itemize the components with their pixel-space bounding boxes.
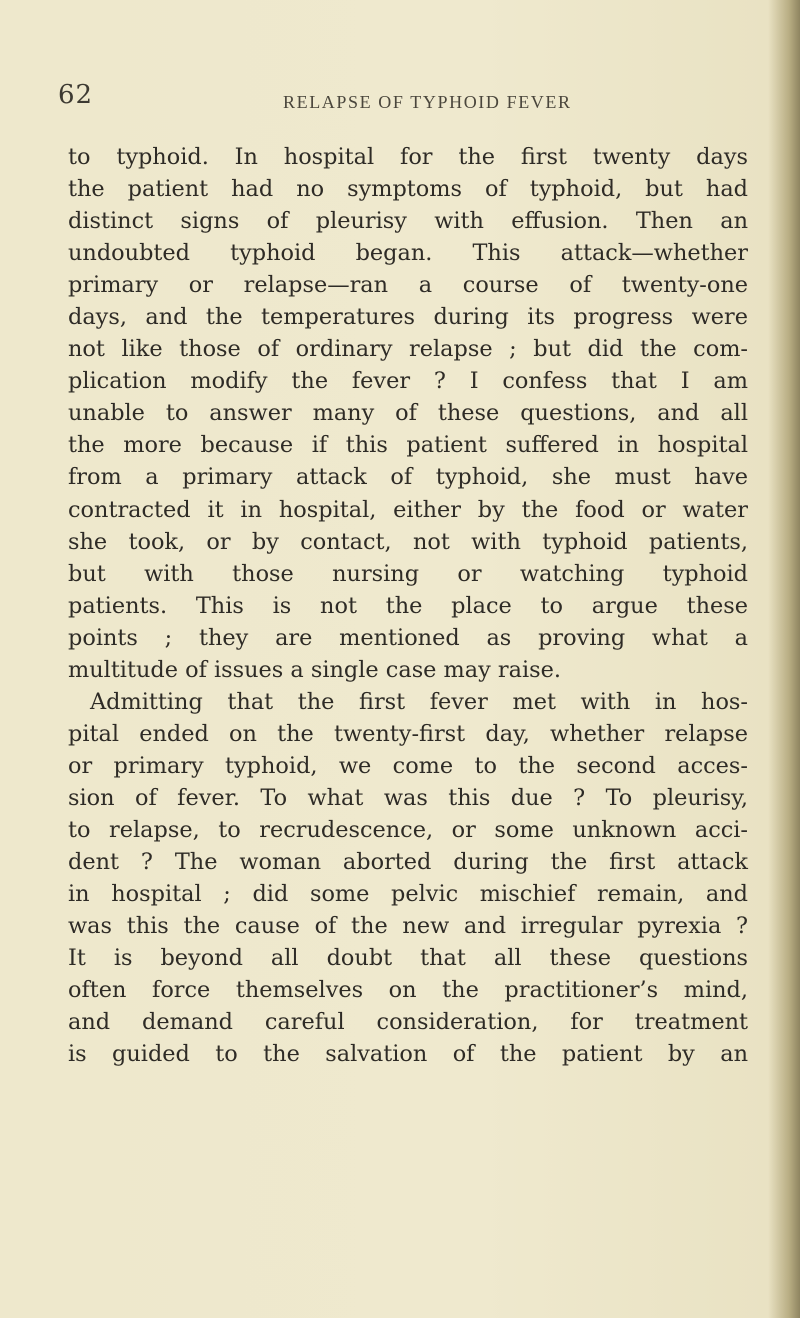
text-line: pital ended on the twenty-first day, whether relapse: [68, 720, 748, 747]
text-line: unable to answer many of these questions, and all: [68, 400, 748, 427]
text-line: is guided to the salvation of the patient by an: [68, 1041, 748, 1068]
text-line: points ; they are mentioned as proving what a: [68, 624, 748, 651]
text-line: in hospital ; did some pelvic mischief remain, and: [68, 881, 748, 908]
text-line: was this the cause of the new and irregular pyrexia ?: [68, 913, 748, 940]
text-line: plication modify the fever ? I confess that I am: [68, 368, 748, 395]
text-line: to relapse, to recrudescence, or some unknown acci-: [68, 816, 748, 843]
text-line: patients. This is not the place to argue these: [68, 592, 748, 619]
text-line: not like those of ordinary relapse ; but did the com-: [68, 336, 748, 363]
page-number: 62: [58, 80, 94, 110]
text-line: often force themselves on the practitioner’s mind,: [68, 977, 748, 1004]
text-line: or primary typhoid, we come to the second acces-: [68, 752, 748, 779]
paragraph-2: [68, 686, 748, 1071]
text-line: Admitting that the first fever met with in hos-: [90, 688, 748, 715]
text-line: It is beyond all doubt that all these questions: [68, 945, 748, 972]
text-line: contracted it in hospital, either by the food or water: [68, 496, 748, 523]
body-text: [68, 141, 748, 1070]
text-line: undoubted typhoid began. This attack—whether: [68, 240, 748, 267]
text-line: from a primary attack of typhoid, she must have: [68, 464, 748, 491]
text-line: sion of fever. To what was this due ? To pleurisy,: [68, 784, 748, 811]
text-line: she took, or by contact, not with typhoid patients,: [68, 528, 748, 555]
text-line: distinct signs of pleurisy with effusion. Then an: [68, 208, 748, 235]
text-line: dent ? The woman aborted during the first attack: [68, 849, 748, 876]
running-head: RELAPSE OF TYPHOID FEVER: [283, 92, 572, 112]
text-line: to typhoid. In hospital for the first twenty days: [68, 144, 748, 170]
text-line: the more because if this patient suffered in hospital: [68, 432, 748, 459]
text-line: the patient had no symptoms of typhoid, but had: [68, 176, 748, 203]
text-line: days, and the temperatures during its progress were: [68, 304, 748, 331]
text-line: primary or relapse—ran a course of twenty-one: [68, 272, 748, 299]
text-line: and demand careful consideration, for treatment: [68, 1009, 748, 1036]
text-line: but with those nursing or watching typhoid: [68, 560, 748, 587]
paragraph-1: [68, 141, 748, 686]
text-line: multitude of issues a single case may raise.: [68, 656, 561, 683]
